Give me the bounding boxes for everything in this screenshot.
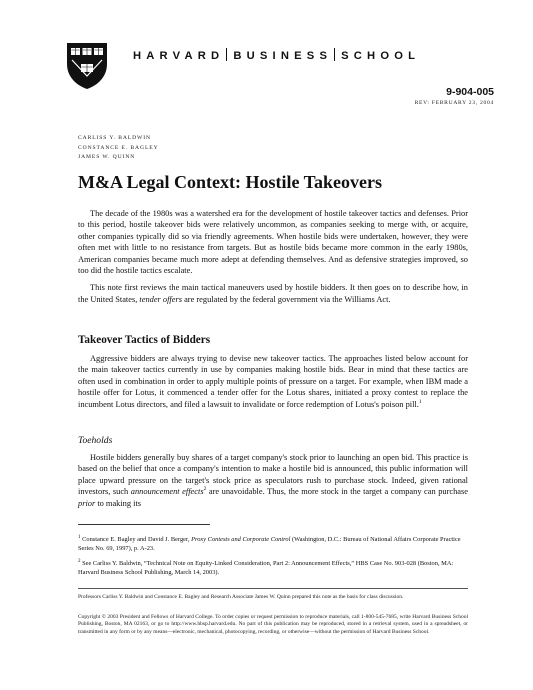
masthead-word-harvard: HARVARD <box>133 50 225 62</box>
subsection-heading-toeholds: Toeholds <box>78 435 113 446</box>
toeholds-section <box>78 452 468 509</box>
author-name: JAMES W. QUINN <box>78 154 136 161</box>
copyright-notice: Copyright © 2003 President and Fellows of Harvard College. To order copies or request permission to reproduce materials, call 1-800-545-7685, write Harvard Business School Publishing, Boston, MA 02163, or go to http://www.hbsp.harvard.edu. No part of this publication may be reproduced, stored in a retrieval system, used in a spreadsheet, or transmitted in any form or by any means—electronic, mechanical, photocopying, recording, or otherwise—without the permission of Harvard Business School. <box>78 614 468 635</box>
harvard-shield-logo <box>66 42 108 90</box>
toeholds-paragraph: Hostile bidders generally buy shares of a target company's stock prior to launching an open bid. This practice is based on the belief that once a company's intention to make a hostile bid is announced, this public information will place upward pressure on the target's stock price as speculators rush to purchase stock. Indeed, given rational investors, such announcement effects$^2$ are unavoidable. Thus, the more stock in the target a company can purchase prior to making its <box>78 453 468 508</box>
takeover-tactics-section <box>78 353 468 410</box>
section-heading-takeover-tactics: Takeover Tactics of Bidders <box>78 334 211 346</box>
intro-section <box>78 208 468 305</box>
author-name: CONSTANCE E. BAGLEY <box>78 144 159 151</box>
footnote-1: $^1$ Constance E. Bagley and David J. Berger, Proxy Contests and Corporate Control (Washington, D.C.: Bureau of National Affairs Corporate Practice Series No. 69, 1997), p. A-23. <box>78 534 461 552</box>
masthead-divider <box>334 48 335 61</box>
emphasis-prior: prior <box>78 498 96 508</box>
intro-paragraph-2: This note first reviews the main tactical maneuvers used by hostile bidders. It then goes on to describe how, in the United States, tender offers are regulated by the federal government via the Williams Act. <box>78 283 468 304</box>
page-footer-divider <box>78 588 468 589</box>
emphasis-tender-offers: tender offers <box>139 294 182 304</box>
footnote-ref-2: 2 <box>203 486 207 493</box>
footnote-2: $^2$ See Carliss Y. Baldwin, “Technical Note on Equity-Linked Consideration, Part 2: Announcement Effects,” HBS Case No. 903-028 (Boston, MA: Harvard Business School Publishing, March 14, 2003). <box>78 558 454 576</box>
preparation-note: Professors Carliss Y. Baldwin and Constance E. Bagley and Research Associate James W. Quinn prepared this note as the basis for class discussion. <box>78 594 404 600</box>
masthead-divider <box>226 48 227 61</box>
masthead-word-school: SCHOOL <box>341 50 421 62</box>
author-name: CARLISS Y. BALDWIN <box>78 135 151 141</box>
intro-paragraph-1: The decade of the 1980s was a watershed era for the development of hostile takeover tactics and defenses. Prior to this period, hostile takeover bids were relatively uncommon, as companies seeking to merge with, or acquire, other companies typically did so via friendly agreements. When hostile bids were undertaken, however, they were often met with little to no resistance from targets. But as hostile bids became more common in the early 1980s, American companies became much more adept at defending themselves. And as defensive strategies improved, so too did the hostile tactics escalate. <box>78 209 468 276</box>
footnote-divider <box>78 524 210 525</box>
document-number: 9-904-005 <box>446 86 494 98</box>
author-list <box>78 134 159 163</box>
footnote-ref-1: 1 <box>418 398 422 405</box>
takeover-tactics-paragraph: Aggressive bidders are always trying to devise new takeover tactics. The approaches listed below account for the main takeover tactics currently in use by companies making hostile bids. Bear in mind that these tactics are often used in combination in order to apply multiple points of pressure on a target. For example, when IBM made a hostile offer for Lotus, it commenced a tender offer for the Lotus shares, initiated a proxy contest to replace the incumbent Lotus directors, and filed a lawsuit to invalidate or force redemption of Lotus's poison pill.$^1$ <box>78 354 468 409</box>
masthead-word-business: BUSINESS <box>233 50 333 62</box>
masthead-school-name <box>133 48 493 62</box>
document-title: M&A Legal Context: Hostile Takeovers <box>78 172 382 192</box>
revision-date: REV: FEBRUARY 23, 2004 <box>414 100 494 106</box>
emphasis-announcement-effects: announcement effects <box>130 487 204 497</box>
